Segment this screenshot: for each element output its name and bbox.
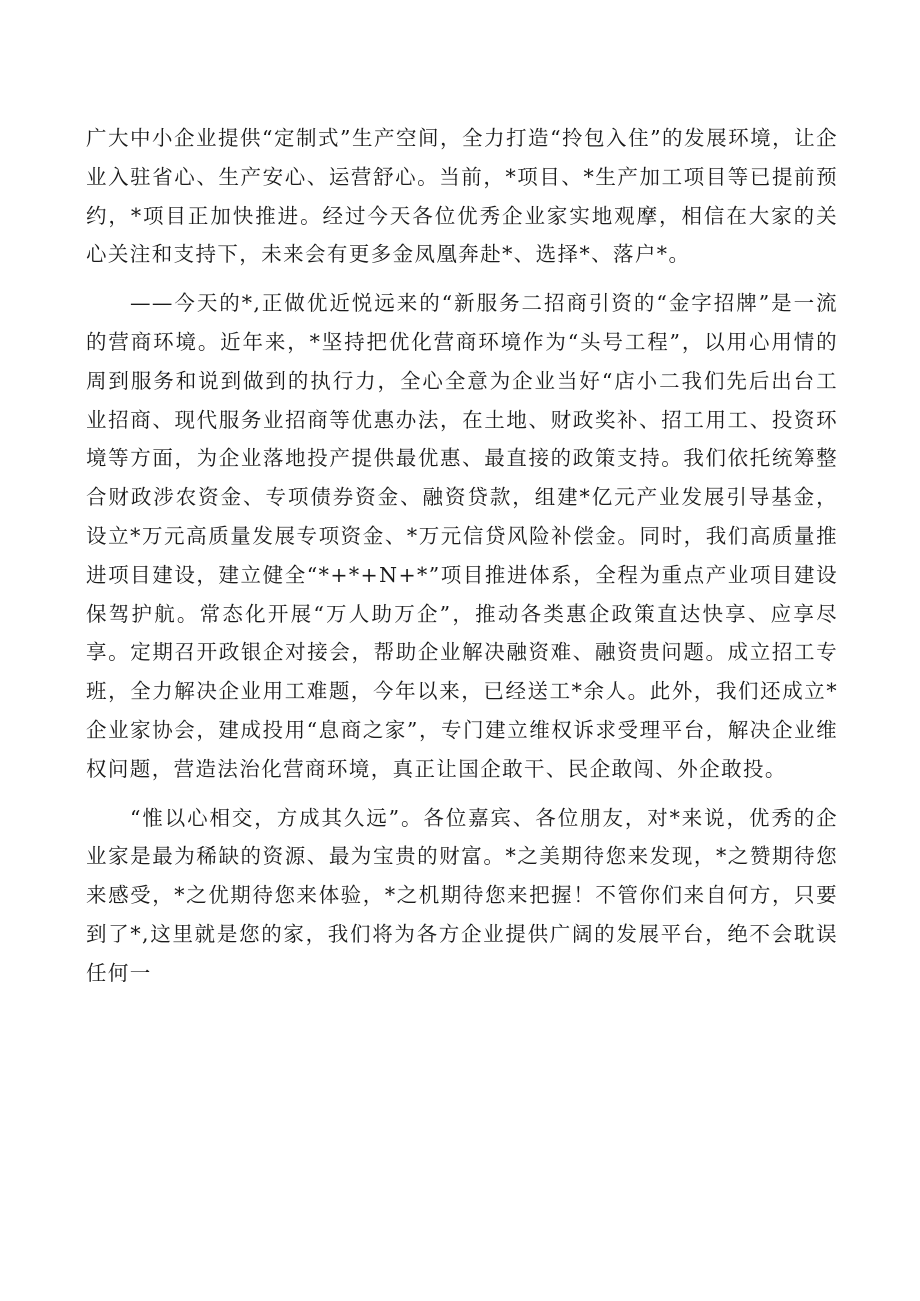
paragraph-3: “惟以心相交，方成其久远”。各位嘉宾、各位朋友，对*来说，优秀的企业家是最为稀缺的资源、最为宝贵的财富。*之美期待您来发现，*之赞期待您来感受，*之优期待您来体验，*之机期待您来把握！不管你们来自何方，只要到了*,这里就是您的家，我们将为各方企业提供广阔的发展平台，绝不会耽误任何一 bbox=[86, 805, 838, 985]
document-body bbox=[86, 119, 838, 993]
paragraph-2: ——今天的*,正做优近悦远来的“新服务二招商引资的“金字招牌”是一流的营商环境。近年来，*坚持把优化营商环境作为“头号工程”，以用心用情的周到服务和说到做到的执行力，全心全意为企业当好“店小二我们先后出台工业招商、现代服务业招商等优惠办法，在土地、财政奖补、招工用工、投资环境等方面，为企业落地投产提供最优惠、最直接的政策支持。我们依托统筹整合财政涉农资金、专项债券资金、融资贷款，组建*亿元产业发展引导基金，设立*万元高质量发展专项资金、*万元信贷风险补偿金。同时，我们高质量推进项目建设，建立健全“*+*+N+*”项目推进体系，全程为重点产业项目建设保驾护航。常态化开展“万人助万企”，推动各类惠企政策直达快享、应享尽享。定期召开政银企对接会，帮助企业解决融资难、融资贵问题。成立招工专班，全力解决企业用工难题，今年以来，已经送工*余人。此外，我们还成立*企业家协会，建成投用“息商之家”，专门建立维权诉求受理平台，解决企业维权问题，营造法治化营商环境，真正让国企敢干、民企敢闯、外企敢投。 bbox=[86, 291, 838, 781]
paragraph-1: 广大中小企业提供“定制式”生产空间，全力打造“拎包入住”的发展环境，让企业入驻省心、生产安心、运营舒心。当前，*项目、*生产加工项目等已提前预约，*项目正加快推进。经过今天各位优秀企业家实地观摩，相信在大家的关心关注和支持下，未来会有更多金凤凰奔赴*、选择*、落户*。 bbox=[86, 126, 838, 267]
